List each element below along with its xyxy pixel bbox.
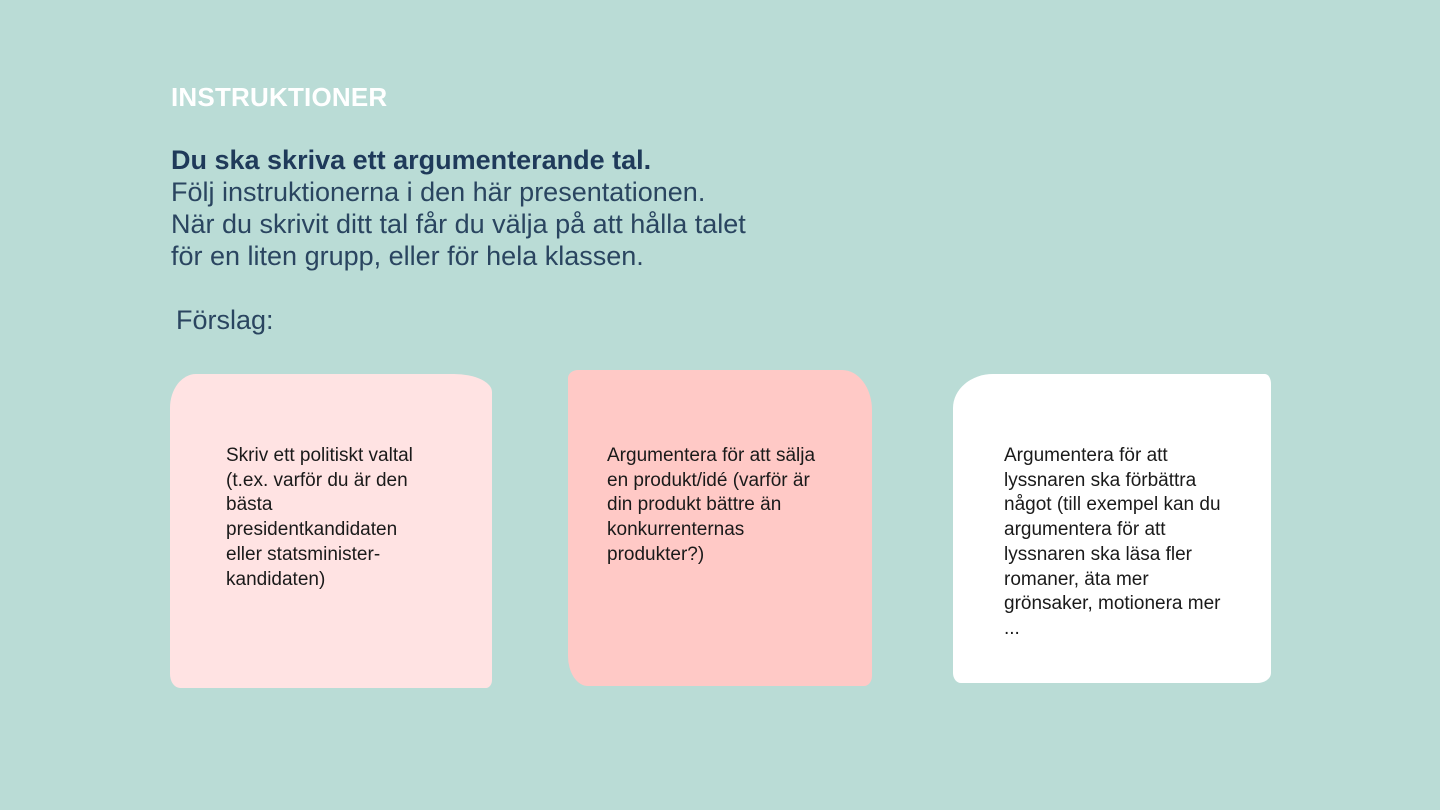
intro-lead: Du ska skriva ett argumenterande tal. xyxy=(171,145,652,175)
intro-line: Följ instruktionerna i den här presentationen. xyxy=(171,177,706,207)
intro-text xyxy=(171,144,891,272)
card-text: Skriv ett politiskt valtal (t.ex. varför du är den bästa presidentkandidaten eller statsminister-kandidaten) xyxy=(226,445,413,590)
suggestion-card-political-speech xyxy=(170,374,492,688)
suggestion-card-sell-product xyxy=(568,370,872,686)
card-text: Argumentera för att lyssnaren ska förbättra något (till exempel kan du argumentera för att lyssnaren ska läsa fler romaner, äta mer grönsaker, motionera mer ... xyxy=(1004,445,1221,639)
suggestion-card-improve-something xyxy=(953,374,1271,683)
suggestions-label: Förslag: xyxy=(176,305,274,335)
intro-line: för en liten grupp, eller för hela klassen. xyxy=(171,241,644,271)
slide-heading: INSTRUKTIONER xyxy=(171,82,388,112)
intro-line: När du skrivit ditt tal får du välja på att hålla talet xyxy=(171,209,746,239)
card-text: Argumentera för att sälja en produkt/idé (varför är din produkt bättre än konkurrenternas produkter?) xyxy=(607,445,816,565)
